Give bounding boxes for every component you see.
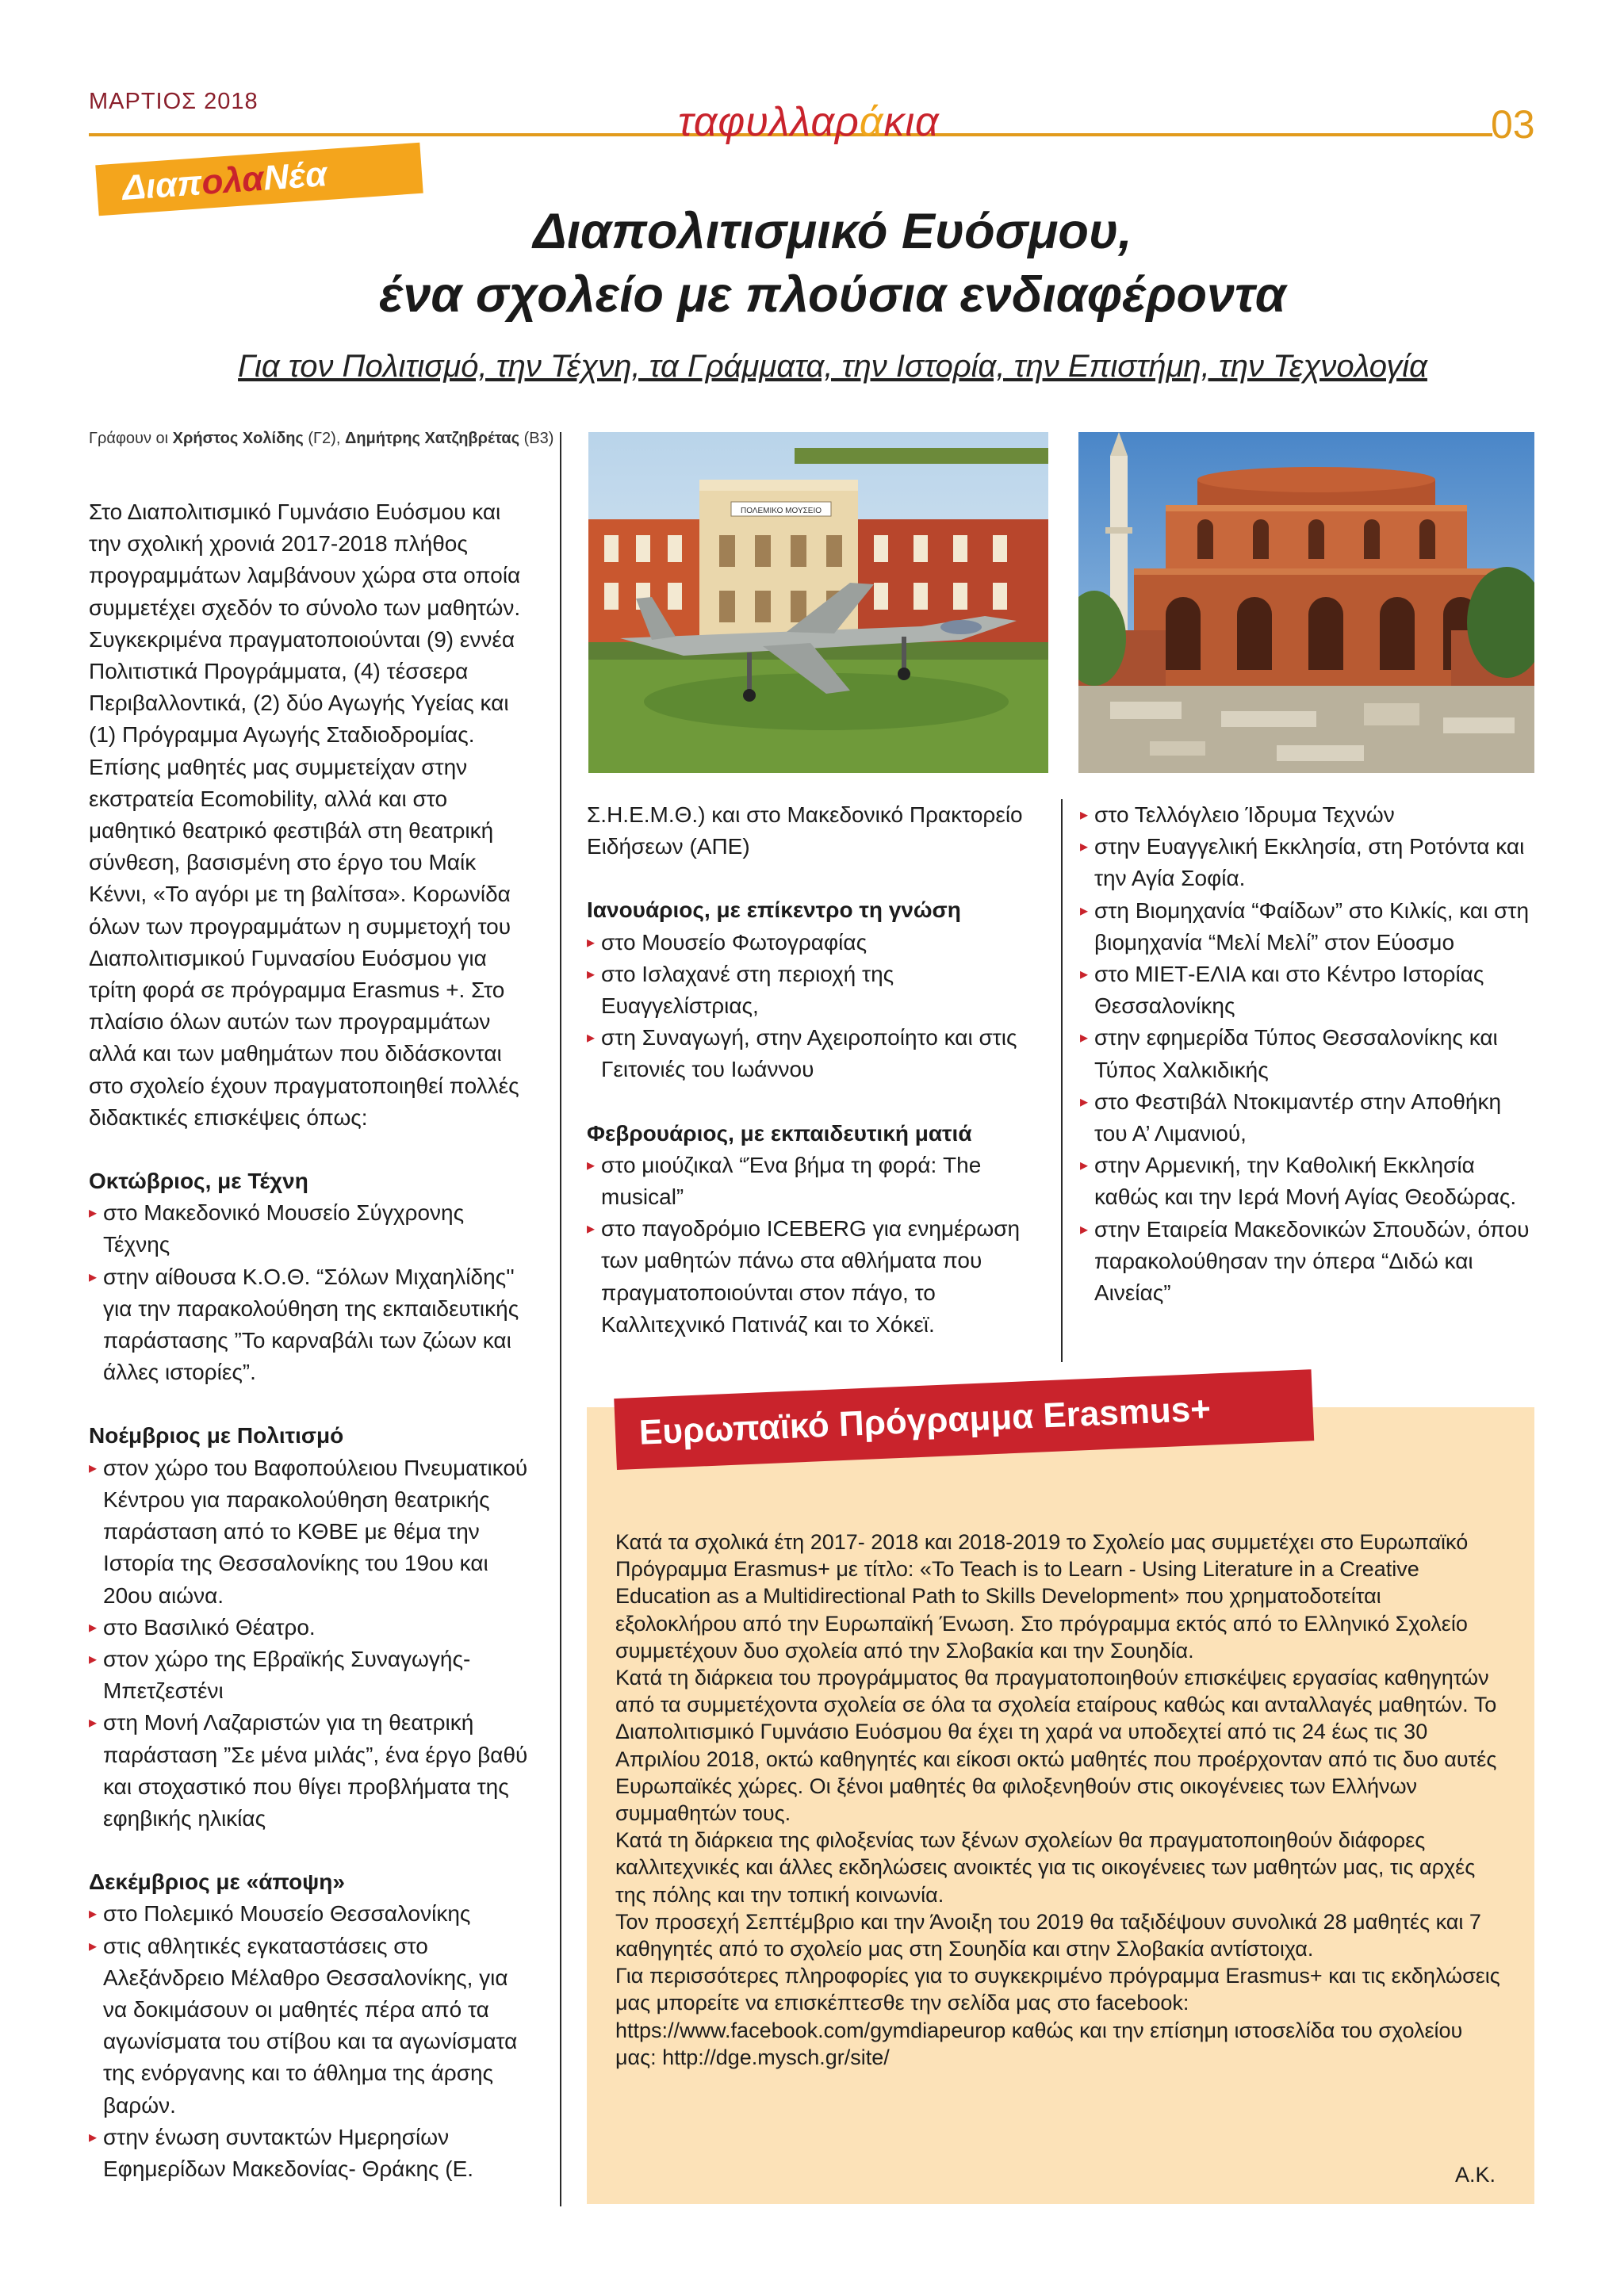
erasmus-banner: Ευρωπαϊκό Πρόγραμμα Erasmus+ <box>614 1369 1314 1470</box>
list-item <box>587 927 1035 959</box>
list-item-text: στο Φεστιβάλ Ντοκιμαντέρ στην Αποθήκη του Α’ Λιμανιού, <box>1094 1089 1502 1146</box>
bullet-arrow-icon: ▸ <box>89 1937 98 1955</box>
issue-date: ΜΑΡΤΙΟΣ 2018 <box>89 89 259 114</box>
list-item <box>89 1197 533 1261</box>
title-line-1: Διαπολιτισμικό Ευόσμου, <box>533 204 1132 259</box>
month-heading-november: Νοέμβριος με Πολιτισμό <box>89 1423 344 1448</box>
month-heading-february: Φεβρουάριος, με εκπαιδευτική ματιά <box>587 1120 972 1146</box>
erasmus-paragraph: Για περισσότερες πληροφορίες για το συγκεκριμένο πρόγραμμα Erasmus+ και τις εκδηλώσεις μας μπορείτε να επισκέπτεσθε την σελίδα μας στο facebook: https://www.facebook.com/gymdiapeurop καθώς και την επίσημη ιστοσελίδα του σχολείου μας: http://dge.mysch.gr/site/ <box>615 1964 1500 2069</box>
list-item-text: στο Ισλαχανέ στη περιοχή της Ευαγγελίστριας, <box>601 961 894 1019</box>
month-heading-january: Ιανουάριος, με επίκεντρο τη γνώση <box>587 897 961 923</box>
list-item-text: στο Τελλόγλειο Ίδρυμα Τεχνών <box>1094 802 1395 827</box>
logo-part-a: ταφυλλαρ <box>678 99 860 145</box>
bullet-arrow-icon: ▸ <box>1080 806 1089 824</box>
list-item <box>1080 1022 1536 1085</box>
list-item <box>89 1931 533 2122</box>
continuation-text: Σ.Η.Ε.Μ.Θ.) και στο Μακεδονικό Πρακτορείο Ειδήσεων (ΑΠΕ) <box>587 802 1023 859</box>
list-item-text: στο μιούζικαλ “Ένα βήμα τη φορά: The musical” <box>601 1152 982 1210</box>
section-tag-part-a: Διαπ <box>121 163 204 209</box>
list-item <box>1080 959 1536 1022</box>
list-item <box>587 1213 1035 1341</box>
article-title <box>198 200 1467 327</box>
bullet-arrow-icon: ▸ <box>1080 966 1089 984</box>
column-3 <box>1080 799 1536 1309</box>
list-item <box>1080 895 1536 959</box>
list-item-text: στην Εταιρεία Μακεδονικών Σπουδών, όπου παρακολούθησαν την όπερα “Διδώ και Αινείας” <box>1094 1216 1530 1306</box>
list-item-text: στις αθλητικές εγκαταστάσεις στο Αλεξάνδρειο Μέλαθρο Θεσσαλονίκης, για να δοκιμάσουν οι μαθητές πέρα από τα αγωνίσματα του στίβου και τα αγωνίσματα της ενόργανης και το άθλημα της άρσης βαρών. <box>103 1933 518 2118</box>
list-item-text: στη Βιομηχανία “Φαίδων” στο Κιλκίς, και στη βιομηχανία “Μελί Μελί” στον Εύοσμο <box>1094 897 1530 955</box>
list-item <box>587 959 1035 1022</box>
month-heading-december: Δεκέμβριος με «άποψη» <box>89 1869 345 1895</box>
title-line-2: ένα σχολείο με πλούσια ενδιαφέροντα <box>379 267 1286 323</box>
logo-part-b: ά <box>859 99 884 145</box>
list-item <box>89 1452 533 1612</box>
list-item-text: στον χώρο του Βαφοπούλειου Πνευματικού Κέντρου για παρακολούθηση θεατρικής παράσταση από το ΚΘΒΕ με θέμα την Ιστορία της Θεσσαλονίκης του 19ου και 20ου αιώνα. <box>103 1455 528 1608</box>
bullet-arrow-icon: ▸ <box>89 1650 98 1668</box>
month-heading-october: Οκτώβριος, με Τέχνη <box>89 1169 308 1194</box>
author-2: Δημήτρης Χατζηβρέτας <box>344 430 520 447</box>
bullet-arrow-icon: ▸ <box>1080 1093 1089 1111</box>
author-1: Χρήστος Χολίδης <box>172 430 304 447</box>
list-item <box>587 1150 1035 1213</box>
list-item-text: στη Μονή Λαζαριστών για τη θεατρική παράσταση ”Σε μένα μιλάς”, ένα έργο βαθύ και στοχαστικό που θίγει προβλήματα της εφηβικής ηλικίας <box>103 1710 528 1831</box>
erasmus-paragraph: Κατά τη διάρκεια του προγράμματος θα πραγματοποιηθούν επισκέψεις εργασίας καθηγητών από τα συμμετέχοντα σχολεία σε όλα τα σχολεία εταίρους καθώς και ανταλλαγές μαθητών. Το Διαπολιτισμικό Γυμνάσιο Ευόσμου θα έχει τη χαρά να υποδεχτεί από τις 24 έως τις 30 Απριλίου 2018, οκτώ καθηγητές και είκοσι οκτώ μαθητές που προέρχονταν από τις δυο αυτές Ευρωπαϊκές χώρες. Οι ξένοι μαθητές θα φιλοξενηθούν στις οικογένειες των Ελλήνων συμμαθητών τους. <box>615 1666 1497 1826</box>
list-item <box>1080 1150 1536 1213</box>
column-1 <box>89 496 533 2185</box>
bullet-arrow-icon: ▸ <box>587 1220 596 1238</box>
bullet-arrow-icon: ▸ <box>587 1029 596 1047</box>
erasmus-text <box>615 1529 1503 2071</box>
page-number: 03 <box>1491 102 1535 147</box>
column-2 <box>587 799 1035 1341</box>
list-item-text: στη Συναγωγή, στην Αχειροποίητο και στις Γειτονιές του Ιωάννου <box>601 1025 1017 1082</box>
bullet-arrow-icon: ▸ <box>1080 1029 1089 1047</box>
bullet-arrow-icon: ▸ <box>1080 838 1089 856</box>
list-item <box>89 2122 533 2185</box>
list-item <box>587 1022 1035 1085</box>
bullet-arrow-icon: ▸ <box>89 1618 98 1636</box>
list-item <box>1080 831 1536 894</box>
list-item <box>89 1644 533 1707</box>
list-item-text: στο ΜΙΕΤ-ΕΛΙΑ και στο Κέντρο Ιστορίας Θεσσαλονίκης <box>1094 962 1484 1019</box>
bullet-arrow-icon: ▸ <box>89 2128 98 2146</box>
list-item-text: στην Ευαγγελική Εκκλησία, στη Ροτόντα και την Αγία Σοφία. <box>1094 834 1525 891</box>
newspaper-logo <box>678 98 940 146</box>
list-item-text: στην Αρμενική, την Καθολική Εκκλησία καθώς και την Ιερά Μονή Αγίας Θεοδώρας. <box>1094 1153 1517 1210</box>
byline-prefix: Γράφουν οι <box>89 430 173 447</box>
bullet-arrow-icon: ▸ <box>89 1268 98 1286</box>
erasmus-paragraph: Κατά τη διάρκεια της φιλοξενίας των ξένων σχολείων θα πραγματοποιηθούν διάφορες καλλιτεχνικές και άλλες εκδηλώσεις ανοικτές για τις οικογένειες των μαθητών μας, τις αρχές της πόλης και την τοπική κοινωνία. <box>615 1828 1476 1907</box>
list-item-text: στον χώρο της Εβραϊκής Συναγωγής-Μπετζεστένι <box>103 1646 471 1704</box>
byline <box>89 430 553 448</box>
list-item-text: στο παγοδρόμιο ICEBERG για ενημέρωση των μαθητών πάνω στα αθλήματα που πραγματοποιούνται στον πάγο, το Καλλιτεχνικό Πατινάζ και το Χόκεϊ. <box>601 1216 1021 1337</box>
bullet-arrow-icon: ▸ <box>89 1714 98 1732</box>
bullet-arrow-icon: ▸ <box>587 965 596 983</box>
list-item <box>89 1898 533 1930</box>
erasmus-paragraph: Κατά τα σχολικά έτη 2017- 2018 και 2018-2019 το Σχολείο μας συμμετέχει στο Ευρωπαϊκό Πρόγραμμα Erasmus+ με τίτλο: «To Teach is to Learn - Using Literature in a Creative Education as a Multidirectional Path to Skills Development» που χρηματοδοτείται εξολοκλήρου από την Ευρωπαϊκή Ένωση. Στο πρόγραμμα εκτός από το Ελληνικό Σχολείο συμμετέχουν δυο σχολεία από την Σλοβακία και την Σουηδία. <box>615 1530 1469 1663</box>
list-item <box>89 1261 533 1389</box>
list-item-text: στην αίθουσα Κ.Ο.Θ. “Σόλων Μιχαηλίδης'' για την παρακολούθηση της εκπαιδευτικής παράστασης ”Το καρναβάλι των ζώων και άλλες ιστορίες”. <box>103 1264 519 1385</box>
section-tag-part-b: ολα <box>200 159 266 203</box>
list-item-text: στο Πολεμικό Μουσείο Θεσσαλονίκης <box>103 1901 471 1927</box>
list-item-text: στην ένωση συντακτών Ημερησίων Εφημερίδων Μακεδονίας- Θράκης (Ε. <box>103 2124 474 2181</box>
rotunda-illustration <box>1078 432 1534 773</box>
bullet-arrow-icon: ▸ <box>587 1156 596 1174</box>
bullet-arrow-icon: ▸ <box>1080 1220 1089 1238</box>
list-item <box>1080 799 1536 831</box>
war-museum-photo <box>588 432 1048 773</box>
erasmus-paragraph: Τον προσεχή Σεπτέμβριο και την Άνοιξη του 2019 θα ταξιδέψουν συνολικά 28 μαθητές και 7 καθηγητές από το σχολείο μας στη Σουηδία και στην Σλοβακία αντίστοιχα. <box>615 1909 1481 1961</box>
author-2-class: (Β3) <box>519 430 554 447</box>
list-item <box>1080 1214 1536 1310</box>
bullet-arrow-icon: ▸ <box>1080 901 1089 920</box>
list-item <box>89 1707 533 1835</box>
war-museum-illustration <box>588 432 1048 773</box>
intro-paragraph: Στο Διαπολιτισμικό Γυμνάσιο Ευόσμου και την σχολική χρονιά 2017-2018 πλήθος προγραμμάτων λαμβάνουν χώρα στα οποία συμμετέχει σχεδόν το σύνολο των μαθητών. Συγκεκριμένα πραγματοποιούνται (9) εννέα Πολιτιστικά Προγράμματα, (4) τέσσερα Περιβαλλοντικά, (2) δύο Αγωγής Υγείας και (1) Πρόγραμμα Αγωγής Σταδιοδρομίας. Επίσης μαθητές μας συμμετείχαν στην εκστρατεία Ecomobility, αλλά και στο μαθητικό θεατρικό φεστιβάλ στη θεατρική σύνθεση, βασισμένη στο έργο του Μαίκ Κέννι, «Το αγόρι με τη βαλίτσα». Κορωνίδα όλων των προγραμμάτων η συμμετοχή του Διαπολιτισμικού Γυμνασίου Ευόσμου για τρίτη φορά σε πρόγραμμα Erasmus +. Στο πλαίσιο όλων αυτών των προγραμμάτων αλλά και των μαθημάτων που διδάσκονται στο σχολείο έχουν πραγματοποιηθεί πολλές διδακτικές επισκέψεις όπως: <box>89 499 521 1130</box>
list-item-text: στο Μακεδονικό Μουσείο Σύγχρονης Τέχνης <box>103 1200 465 1257</box>
column-divider <box>1061 799 1063 1362</box>
erasmus-signature: Α.Κ. <box>1455 2163 1496 2187</box>
list-item <box>89 1612 533 1644</box>
bullet-arrow-icon: ▸ <box>89 1204 98 1223</box>
bullet-arrow-icon: ▸ <box>89 1905 98 1923</box>
article-subtitle: Για τον Πολιτισμό, την Τέχνη, τα Γράμματα, την Ιστορία, την Επιστήμη, την Τεχνολογία <box>238 349 1427 384</box>
section-tag-part-c: Νέα <box>262 155 328 198</box>
museum-sign-text: ΠΟΛΕΜΙΚΟ ΜΟΥΣΕΙΟ <box>740 507 822 515</box>
bullet-arrow-icon: ▸ <box>587 933 596 951</box>
column-divider <box>560 432 561 2206</box>
bullet-arrow-icon: ▸ <box>1080 1157 1089 1175</box>
list-item-text: στο Βασιλικό Θέατρο. <box>103 1614 316 1640</box>
bullet-arrow-icon: ▸ <box>89 1459 98 1477</box>
list-item-text: στην εφημερίδα Τύπος Θεσσαλονίκης και Τύπος Χαλκιδικής <box>1094 1025 1498 1082</box>
author-1-class: (Γ2), <box>303 430 345 447</box>
rotunda-photo <box>1078 432 1534 773</box>
list-item-text: στο Μουσείο Φωτογραφίας <box>601 929 868 955</box>
list-item <box>1080 1086 1536 1150</box>
logo-part-c: κια <box>883 99 940 145</box>
